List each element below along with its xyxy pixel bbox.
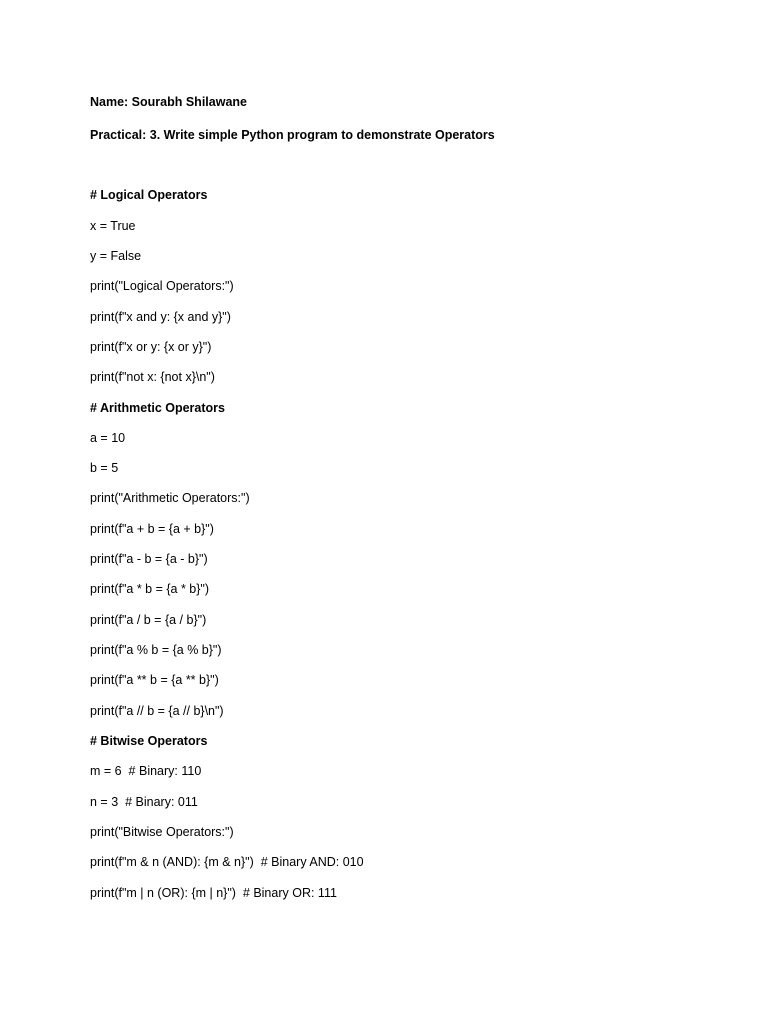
- section-heading-arithmetic: # Arithmetic Operators: [90, 401, 225, 415]
- code-line: y = False: [90, 249, 142, 263]
- section-heading-logical: # Logical Operators: [90, 188, 208, 202]
- code-line: print("Logical Operators:"): [90, 279, 234, 293]
- code-line: print(f"a + b = {a + b}"): [90, 522, 214, 536]
- code-line: print(f"not x: {not x}\n"): [90, 370, 215, 384]
- code-line: print(f"m & n (AND): {m & n}") # Binary AND: 010: [90, 855, 364, 869]
- code-line: m = 6 # Binary: 110: [90, 764, 202, 778]
- code-line: print(f"a % b = {a % b}"): [90, 643, 222, 657]
- code-line: print(f"a * b = {a * b}"): [90, 582, 210, 596]
- code-line: b = 5: [90, 461, 119, 475]
- code-line: print(f"m | n (OR): {m | n}") # Binary OR: 111: [90, 886, 337, 900]
- code-line: a = 10: [90, 431, 126, 445]
- student-name: Name: Sourabh Shilawane: [90, 95, 247, 109]
- code-line: print(f"a - b = {a - b}"): [90, 552, 208, 566]
- code-line: print(f"x and y: {x and y}"): [90, 310, 231, 324]
- practical-title: Practical: 3. Write simple Python program to demonstrate Operators: [90, 128, 495, 142]
- code-line: print(f"a // b = {a // b}\n"): [90, 704, 224, 718]
- code-line: print("Arithmetic Operators:"): [90, 491, 250, 505]
- code-line: print(f"x or y: {x or y}"): [90, 340, 212, 354]
- code-line: n = 3 # Binary: 011: [90, 795, 198, 809]
- section-heading-bitwise: # Bitwise Operators: [90, 734, 208, 748]
- code-line: print(f"a / b = {a / b}"): [90, 613, 207, 627]
- code-line: x = True: [90, 219, 136, 233]
- code-line: print("Bitwise Operators:"): [90, 825, 234, 839]
- code-line: print(f"a ** b = {a ** b}"): [90, 673, 219, 687]
